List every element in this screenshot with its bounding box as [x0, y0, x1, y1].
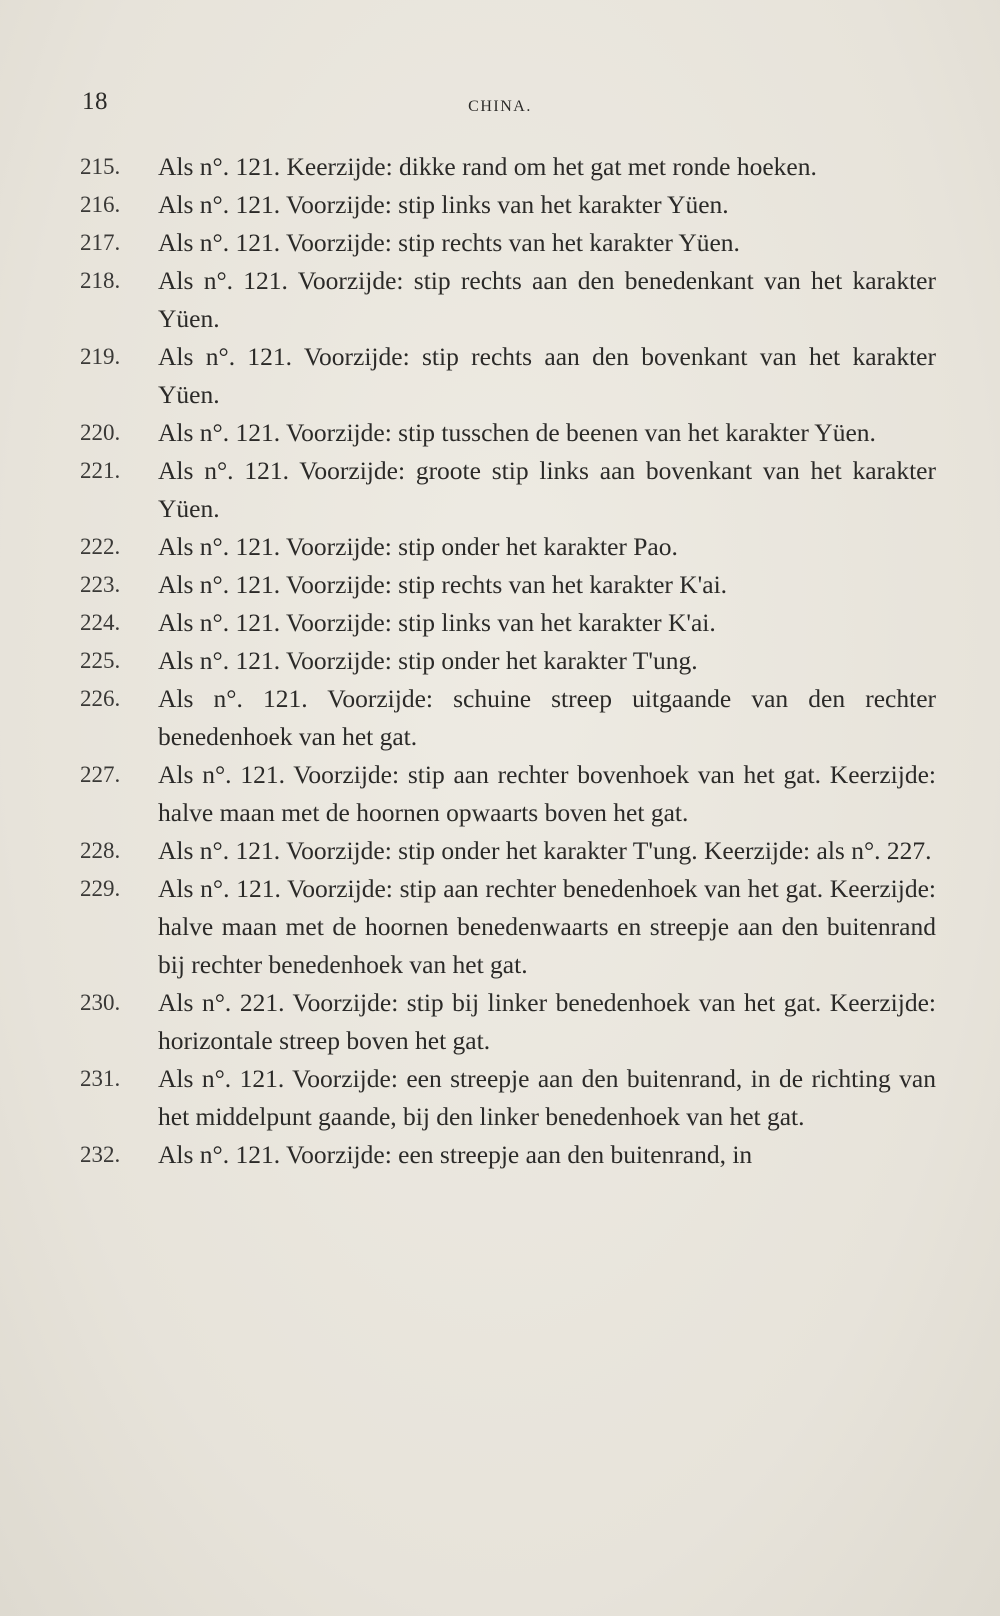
- page-number: 18: [82, 88, 108, 115]
- entry-text: Als n°. 121. Voorzijde: stip onder het karakter T'ung. Keerzijde: als n°. 227.: [158, 836, 932, 865]
- entry-text: Als n°. 121. Voorzijde: stip aan rechter bovenhoek van het gat. Keerzijde: halve maan met de hoornen opwaarts boven het gat.: [158, 760, 936, 827]
- catalogue-entry: [0, 870, 1000, 984]
- entry-text: Als n°. 121. Keerzijde: dikke rand om het gat met ronde hoeken.: [158, 152, 817, 181]
- entry-number: 226.: [80, 686, 121, 711]
- entry-text: Als n°. 121. Voorzijde: een streepje aan den buitenrand, in: [158, 1140, 753, 1169]
- catalogue-entry: [0, 604, 1000, 642]
- entry-number: 228.: [80, 838, 121, 863]
- catalogue-entry: [0, 1060, 1000, 1136]
- catalogue-entry: [0, 414, 1000, 452]
- entry-number: 217.: [80, 230, 121, 255]
- catalogue-entries: [0, 148, 1000, 1174]
- catalogue-entry: [0, 642, 1000, 680]
- entry-text: Als n°. 121. Voorzijde: stip rechts van het karakter Yüen.: [158, 228, 740, 257]
- entry-number: 221.: [80, 458, 121, 483]
- entry-text: Als n°. 121. Voorzijde: stip rechts van het karakter K'ai.: [158, 570, 728, 599]
- entry-text: Als n°. 121. Voorzijde: stip aan rechter benedenhoek van het gat. Keerzijde: halve maan met de hoornen benedenwaarts en streepje aan den buitenrand bij rechter benedenhoek van het gat.: [158, 874, 936, 979]
- entry-number: 224.: [80, 610, 121, 635]
- catalogue-entry: [0, 452, 1000, 528]
- entry-text: Als n°. 121. Voorzijde: stip links van het karakter K'ai.: [158, 608, 716, 637]
- entry-text: Als n°. 121. Voorzijde: stip links van het karakter Yüen.: [158, 190, 729, 219]
- entry-text: Als n°. 121. Voorzijde: stip rechts aan den benedenkant van het karakter Yüen.: [158, 266, 936, 333]
- catalogue-entry: [0, 262, 1000, 338]
- catalogue-entry: [0, 756, 1000, 832]
- catalogue-entry: [0, 224, 1000, 262]
- entry-number: 222.: [80, 534, 121, 559]
- entry-text: Als n°. 121. Voorzijde: groote stip links aan bovenkant van het karakter Yüen.: [158, 456, 936, 523]
- catalogue-entry: [0, 566, 1000, 604]
- catalogue-entry: [0, 186, 1000, 224]
- entry-text: Als n°. 121. Voorzijde: stip onder het karakter T'ung.: [158, 646, 698, 675]
- entry-number: 225.: [80, 648, 121, 673]
- catalogue-entry: [0, 1136, 1000, 1174]
- entry-number: 227.: [80, 762, 121, 787]
- entry-number: 215.: [80, 154, 121, 179]
- entry-number: 216.: [80, 192, 121, 217]
- entry-number: 229.: [80, 876, 121, 901]
- entry-text: Als n°. 121. Voorzijde: stip onder het karakter Pao.: [158, 532, 678, 561]
- entry-number: 219.: [80, 344, 121, 369]
- catalogue-entry: [0, 680, 1000, 756]
- entry-text: Als n°. 221. Voorzijde: stip bij linker benedenhoek van het gat. Keerzijde: horizontale streep boven het gat.: [158, 988, 936, 1055]
- catalogue-entry: [0, 528, 1000, 566]
- catalogue-entry: [0, 984, 1000, 1060]
- entry-number: 218.: [80, 268, 121, 293]
- running-head: CHINA.: [468, 98, 532, 115]
- entry-number: 220.: [80, 420, 121, 445]
- entry-number: 231.: [80, 1066, 121, 1091]
- entry-text: Als n°. 121. Voorzijde: stip tusschen de beenen van het karakter Yüen.: [158, 418, 876, 447]
- catalogue-entry: [0, 338, 1000, 414]
- entry-text: Als n°. 121. Voorzijde: een streepje aan den buitenrand, in de richting van het middelpunt gaande, bij den linker benedenhoek van het gat.: [158, 1064, 936, 1131]
- entry-text: Als n°. 121. Voorzijde: schuine streep uitgaande van den rechter benedenhoek van het gat.: [158, 684, 936, 751]
- entry-number: 223.: [80, 572, 121, 597]
- catalogue-entry: [0, 832, 1000, 870]
- entry-text: Als n°. 121. Voorzijde: stip rechts aan den bovenkant van het karakter Yüen.: [158, 342, 936, 409]
- entry-number: 232.: [80, 1142, 121, 1167]
- entry-number: 230.: [80, 990, 121, 1015]
- catalogue-entry: [0, 148, 1000, 186]
